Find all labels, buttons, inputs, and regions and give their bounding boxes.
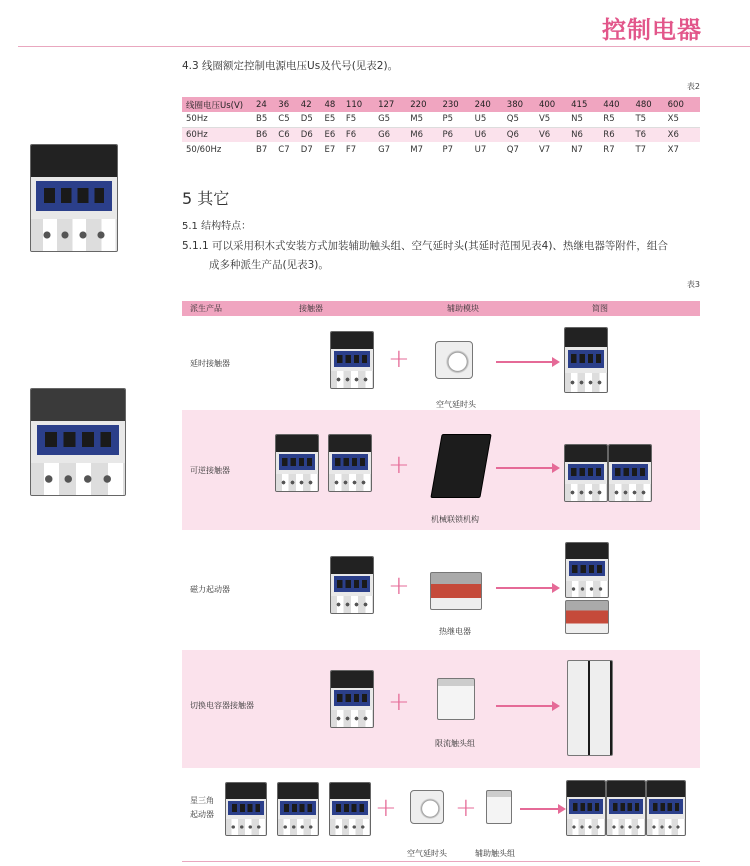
header-divider xyxy=(18,46,750,47)
module-caption: 辅助触头组 xyxy=(475,849,515,858)
module-caption: 机械联锁机构 xyxy=(431,515,479,524)
table2-label: 表2 xyxy=(686,82,700,91)
row-label: 切换电容器接触器 xyxy=(190,701,254,710)
row-label: 延时接触器 xyxy=(190,359,230,368)
contactor-image xyxy=(329,782,371,836)
table-row: 50/60Hz B7 C7 D7 E7 F7 G7 M7 P7 U7 Q7 V7 N7 R7 T7 X7 xyxy=(186,144,679,155)
contactor-image xyxy=(225,782,267,836)
section-5-1-title: 5.1 结构特点： xyxy=(182,221,252,232)
col-aux-module: 辅助模块 xyxy=(447,304,479,313)
section-4-3-title: 4.3 线圈额定控制电源电压Us及代号(见表2)。 xyxy=(182,60,399,72)
arrow-right-icon xyxy=(496,587,554,589)
plus-icon: + xyxy=(388,571,410,601)
voltage-code-table xyxy=(182,97,700,157)
plus-icon: + xyxy=(388,687,410,717)
module-caption: 热继电器 xyxy=(439,627,471,636)
s511-line1: 5.1.1 可以采用积木式安装方式加装辅助触头组、空气延时头(其延时范围见表4)、热继电器等附件，组合 xyxy=(182,240,668,252)
contactor-image xyxy=(330,331,374,389)
air-delay-head-image xyxy=(435,341,473,379)
page-title: 控制电器 xyxy=(602,16,702,44)
table-row xyxy=(182,768,700,860)
module-caption: 限流触头组 xyxy=(435,739,475,748)
table-header-row: 线圈电压Us(V) 24 36 42 48 110 127 220 230 240 380 400 415 440 480 600 xyxy=(182,97,700,112)
air-delay-head-image xyxy=(410,790,444,824)
contactor-image xyxy=(328,434,372,492)
table3-bottom-border xyxy=(182,861,700,862)
contactor-image xyxy=(330,670,374,728)
result-diagram-image xyxy=(565,542,609,598)
arrow-right-icon xyxy=(496,705,554,707)
col-derived-product: 派生产品 xyxy=(190,304,222,313)
table-row xyxy=(182,650,700,768)
s511-line2: 成多种派生产品(见表3)。 xyxy=(209,259,329,271)
table-row xyxy=(182,317,700,410)
col-contactor: 接触器 xyxy=(299,304,323,313)
plus-icon: + xyxy=(388,450,410,480)
result-diagram-image xyxy=(564,327,608,393)
result-diagram-image xyxy=(566,780,606,836)
table3-header xyxy=(182,301,700,316)
arrow-right-icon xyxy=(496,467,554,469)
table-row: 60Hz B6 C6 D6 E6 F6 G6 M6 P6 U6 Q6 V6 N6 R6 T6 X6 xyxy=(182,127,700,142)
contactor-image xyxy=(275,434,319,492)
thermal-relay-image xyxy=(430,572,482,610)
table-row xyxy=(182,410,700,530)
result-diagram-image xyxy=(564,444,608,502)
module-caption: 空气延时头 xyxy=(407,849,447,858)
result-diagram-image xyxy=(608,444,652,502)
plus-icon: + xyxy=(375,793,397,823)
section-5-title: 5 其它 xyxy=(182,189,230,208)
row-label: 可逆接触器 xyxy=(190,466,230,475)
plus-icon: + xyxy=(455,793,477,823)
row-label-line1: 星三角 xyxy=(190,796,214,805)
row-label-line2: 起动器 xyxy=(190,810,214,819)
section-5-1-1-text xyxy=(182,237,702,275)
result-diagram-image xyxy=(606,780,646,836)
arrow-right-icon xyxy=(520,808,560,810)
table-row: 50Hz B5 C5 D5 E5 F5 G5 M5 P5 U5 Q5 V5 N5 R5 T5 X5 xyxy=(182,112,700,127)
result-thermal-image xyxy=(565,600,609,634)
result-diagram-image xyxy=(567,660,613,756)
contactor-photo-small xyxy=(30,144,118,252)
row-label xyxy=(190,794,214,822)
current-limiting-contact-image xyxy=(437,678,475,720)
contactor-image xyxy=(277,782,319,836)
plus-icon: + xyxy=(388,344,410,374)
mechanical-interlock-image xyxy=(430,434,491,498)
module-caption: 空气延时头 xyxy=(436,400,476,409)
table3-label: 表3 xyxy=(686,280,700,289)
result-diagram-image xyxy=(646,780,686,836)
row-label: 磁力起动器 xyxy=(190,585,230,594)
col-diagram: 简图 xyxy=(592,304,608,313)
aux-contact-image xyxy=(486,790,512,824)
contactor-photo-large xyxy=(30,388,126,496)
contactor-image xyxy=(330,556,374,614)
table-row xyxy=(182,530,700,650)
arrow-right-icon xyxy=(496,361,554,363)
